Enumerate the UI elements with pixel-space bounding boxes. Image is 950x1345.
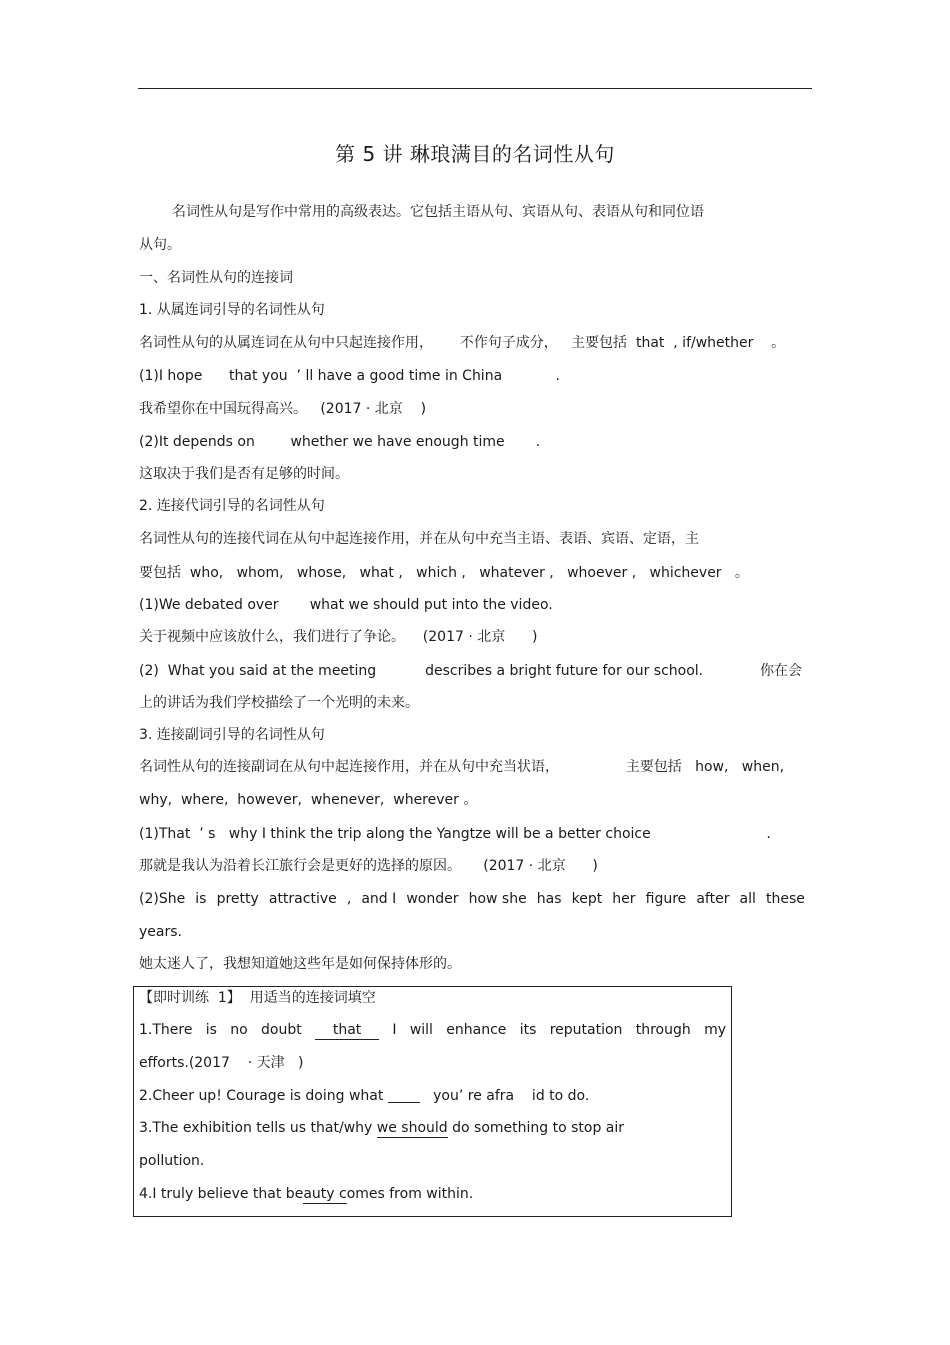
word: my [704, 1022, 726, 1038]
page-title: 第 5 讲 琳琅满目的名词性从句 [335, 142, 615, 166]
word: doubt [261, 1022, 302, 1038]
subsection-2-description-line1: 名词性从句的连接代词在从句中起连接作用，并在从句中充当主语、表语、宾语、定语，主 [139, 531, 699, 547]
word: its [519, 1022, 537, 1038]
word: no [230, 1022, 248, 1038]
subsection-3-description-line1: 名词性从句的连接副词在从句中起连接作用，并在从句中充当状语， 主要包括 how, when, [139, 759, 785, 775]
intro-paragraph-line2: 从句。 [139, 237, 181, 253]
subsection-2-example-1-cn: 关于视频中应该放什么，我们进行了争论。 (2017 · 北京 ) [139, 629, 538, 645]
word: her [612, 891, 636, 907]
word: is [195, 891, 207, 907]
subsection-1-description: 名词性从句的从属连词在从句中只起连接作用， 不作句子成分， 主要包括 that , if/whether 。 [139, 335, 786, 351]
word: enhance [446, 1022, 507, 1038]
section-heading: 一、名词性从句的连接词 [139, 270, 293, 286]
subsection-1-heading: 1. 从属连词引导的名词性从句 [139, 302, 325, 318]
subsection-1-example-2-en: (2)It depends on whether we have enough time . [139, 434, 541, 450]
subsection-3-example-1-en: (1)That ’ s why I think the trip along the Yangtze will be a better choice . [139, 826, 771, 842]
question-text: do something to stop air [447, 1120, 625, 1136]
word: kept [571, 891, 603, 907]
word: (2)She [139, 891, 186, 907]
subsection-3-example-1-cn: 那就是我认为沿着长江旅行会是更好的选择的原因。 (2017 · 北京 ) [139, 858, 598, 874]
header-rule [138, 88, 812, 89]
question-text: 4.I truly believe that be [139, 1186, 304, 1202]
subsection-3-example-2-end: years. [139, 924, 182, 940]
answer-blank[interactable]: auty c [303, 1186, 347, 1202]
subsection-3-example-2-cn: 她太迷人了，我想知道她这些年是如何保持体形的。 [139, 956, 461, 972]
exercise-question-3-end: pollution. [139, 1153, 205, 1169]
exercise-question-1 [139, 1021, 726, 1040]
word: and I [361, 891, 397, 907]
subsection-2-example-2-cn: 上的讲话为我们学校描绘了一个光明的未来。 [139, 695, 419, 711]
subsection-1-example-1-en: (1)I hope that you ’ ll have a good time in China . [139, 368, 561, 384]
word: reputation [549, 1022, 623, 1038]
exercise-heading: 【即时训练 1】 用适当的连接词填空 [139, 990, 376, 1006]
subsection-2-heading: 2. 连接代词引导的名词性从句 [139, 498, 325, 514]
exercise-question-3 [139, 1119, 624, 1138]
intro-paragraph-line1: 名词性从句是写作中常用的高级表达。它包括主语从句、宾语从句、表语从句和同位语 [172, 204, 704, 220]
word: is [205, 1022, 217, 1038]
question-text: 3.The exhibition tells us that/why [139, 1120, 377, 1136]
exercise-question-4 [139, 1185, 473, 1204]
exercise-question-2 [139, 1087, 589, 1105]
word: will [409, 1022, 433, 1038]
answer-blank[interactable] [388, 1087, 420, 1103]
word: I [392, 1022, 397, 1038]
word: these [765, 891, 805, 907]
word: how she [468, 891, 527, 907]
question-text: 2.Cheer up! Courage is doing what [139, 1088, 388, 1104]
word: pretty [216, 891, 259, 907]
exercise-question-1-end: efforts.(2017 · 天津 ) [139, 1055, 304, 1071]
subsection-1-example-2-cn: 这取决于我们是否有足够的时间。 [139, 466, 349, 482]
word: attractive [268, 891, 337, 907]
subsection-3-example-2-en [139, 890, 805, 908]
word: figure [645, 891, 687, 907]
word: through [635, 1022, 691, 1038]
subsection-2-example-2-en: (2) What you said at the meeting describes a bright future for our school. [139, 663, 704, 679]
question-text: you’ re afra id to do. [419, 1088, 590, 1104]
subsection-1-example-1-cn: 我希望你在中国玩得高兴。 (2017 · 北京 ) [139, 401, 427, 417]
word: 1.There [139, 1022, 193, 1038]
answer-blank[interactable]: we should [376, 1120, 448, 1136]
subsection-2-example-2-cn-start: 你在会 [760, 663, 802, 679]
word: , [346, 891, 352, 907]
subsection-3-description-line2: why, where, however, whenever, wherever 。 [139, 792, 478, 808]
subsection-2-description-line2: 要包括 who, whom, whose, what , which , whatever , whoever , whichever 。 [139, 565, 749, 581]
word: all [739, 891, 756, 907]
word: wonder [406, 891, 459, 907]
subsection-3-heading: 3. 连接副词引导的名词性从句 [139, 727, 325, 743]
word: has [536, 891, 562, 907]
word: after [696, 891, 730, 907]
answer-blank[interactable]: that [315, 1021, 379, 1040]
subsection-2-example-1-en: (1)We debated over what we should put into the video. [139, 597, 553, 613]
question-text: omes from within. [346, 1186, 474, 1202]
